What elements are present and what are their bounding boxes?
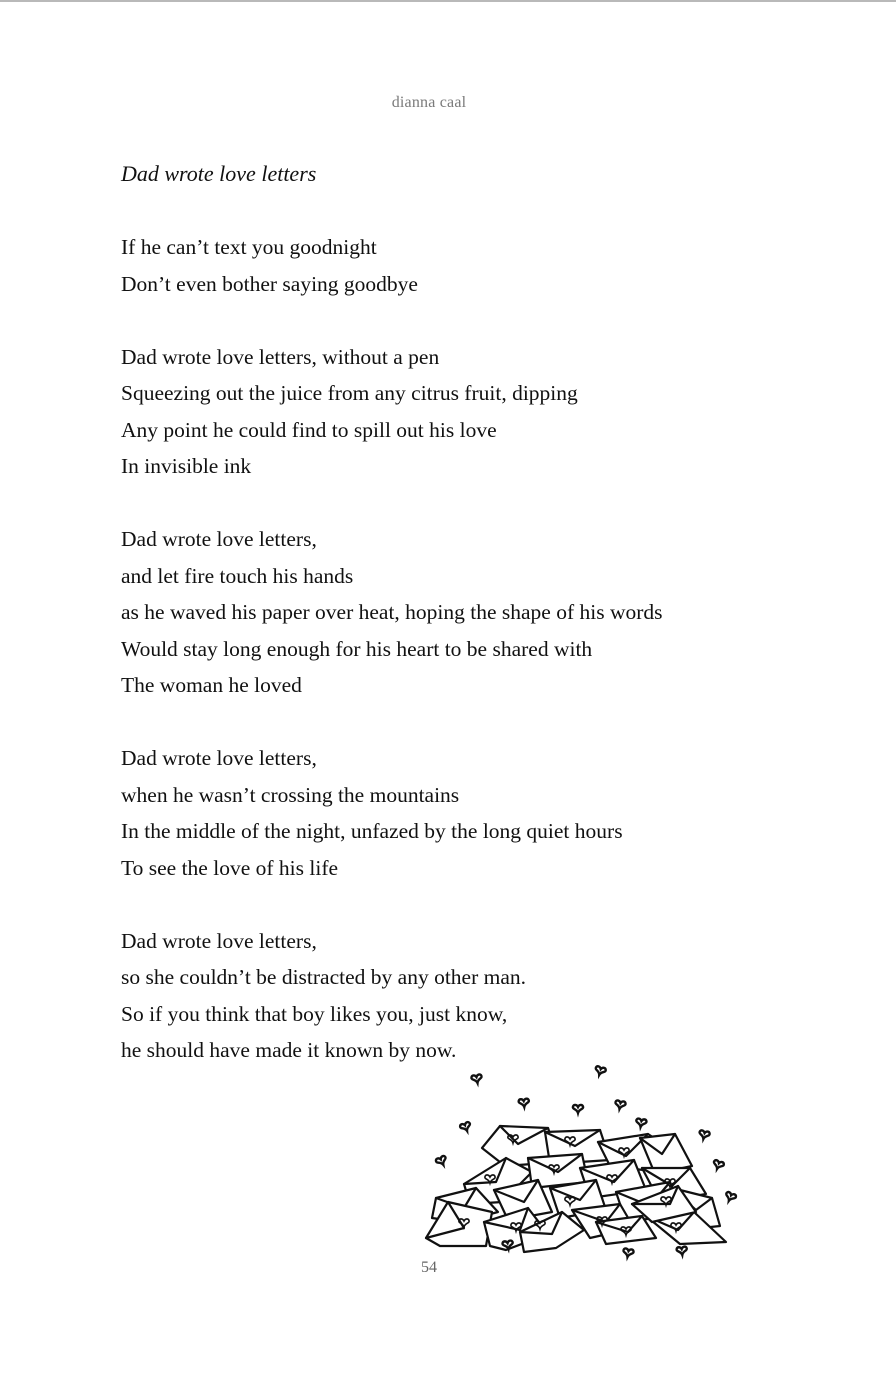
poem-line: so she couldn’t be distracted by any other man. bbox=[121, 965, 527, 989]
poem-line: when he wasn’t crossing the mountains bbox=[121, 782, 460, 807]
running-head: dianna caal bbox=[391, 94, 467, 111]
poem-line: Would stay long enough for his heart to be shared with bbox=[121, 636, 593, 661]
poem-line: he should have made it known by now. bbox=[121, 1038, 457, 1062]
poem bbox=[121, 156, 821, 1105]
poem-line: To see the love of his life bbox=[121, 855, 339, 880]
stanza-2 bbox=[121, 339, 821, 485]
poem-line: If he can’t text you goodnight bbox=[121, 235, 377, 259]
poem-line: Squeezing out the juice from any citrus fruit, dipping bbox=[121, 381, 578, 405]
stanza-4 bbox=[121, 740, 821, 886]
stanza-1 bbox=[121, 229, 821, 302]
poem-line: Any point he could find to spill out his love bbox=[121, 417, 497, 442]
poem-title: Dad wrote love letters bbox=[121, 161, 317, 186]
envelope-pile-icon bbox=[420, 1062, 750, 1267]
poem-line: as he waved his paper over heat, hoping the shape of his words bbox=[121, 600, 663, 624]
poem-line: Dad wrote love letters, bbox=[121, 928, 317, 953]
page-number: 54 bbox=[421, 1259, 437, 1276]
poem-line: The woman he loved bbox=[121, 673, 302, 697]
poem-line: In the middle of the night, unfazed by the long quiet hours bbox=[121, 819, 623, 843]
poem-line: Don’t even bother saying goodbye bbox=[121, 271, 418, 296]
poem-line: and let fire touch his hands bbox=[121, 563, 354, 588]
stanza-3 bbox=[121, 521, 821, 704]
poem-line: Dad wrote love letters, bbox=[121, 746, 317, 770]
poem-line: So if you think that boy likes you, just know, bbox=[121, 1001, 508, 1026]
poem-line: Dad wrote love letters, without a pen bbox=[121, 344, 440, 369]
top-border bbox=[0, 0, 896, 2]
poem-line: In invisible ink bbox=[121, 454, 252, 478]
stanza-5 bbox=[121, 923, 821, 1069]
poem-line: Dad wrote love letters, bbox=[121, 527, 317, 551]
